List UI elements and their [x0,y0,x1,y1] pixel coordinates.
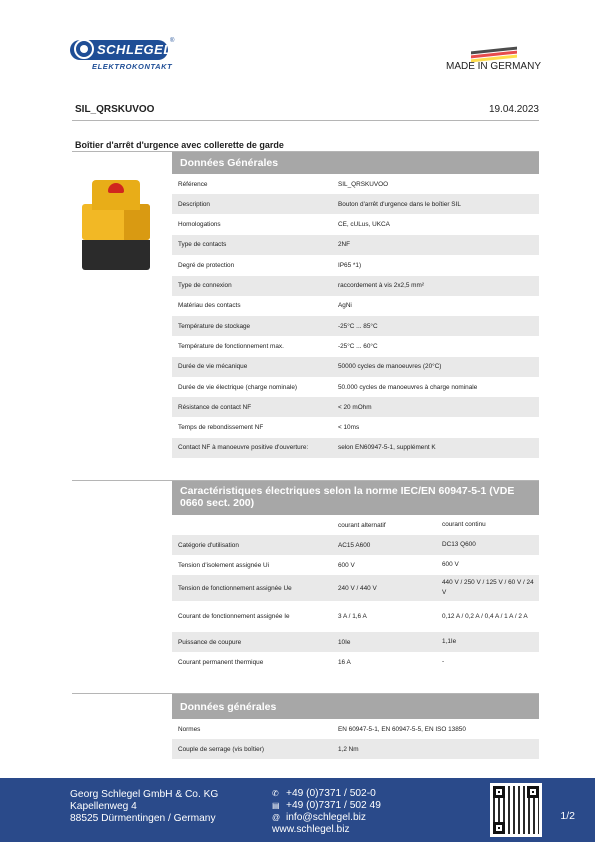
table-row [172,739,539,759]
row-value: AgNi [338,302,352,310]
row-value: SIL_QRSKUVOO [338,180,389,188]
table-row [172,397,539,417]
row-value: -25°C ... 60°C [338,342,378,350]
header-divider [72,120,539,121]
company-city: 88525 Dürmentingen / Germany [70,813,216,824]
row-value-dc: - [442,658,445,665]
row-value: Bouton d'arrêt d'urgence dans le boîtier SIL [338,200,461,208]
registered-mark: ® [170,38,175,44]
section-general-data-header: Données Générales [172,152,539,174]
row-label: Matériau des contacts [178,302,241,310]
table-row [172,719,539,739]
section-general-data-2-header: Données générales [172,694,539,719]
logo-ring-icon [74,39,94,59]
table-row [172,276,539,296]
section-electrical-header: Caractéristiques électriques selon la norme IEC/EN 60947-5-1 (VDE 0660 sect. 200) [172,481,539,515]
table-row [172,535,539,555]
table-row [172,377,539,397]
header-alternating-current: courant alternatif [338,521,386,529]
product-base [82,240,150,270]
schlegel-logo [70,38,178,72]
qr-code [490,783,542,837]
row-label: Durée de vie électrique (charge nominale) [178,383,298,391]
row-value-ac: AC15 A600 [338,541,371,549]
row-value: 50000 cycles de manoeuvres (20°C) [338,363,442,371]
email-icon: @ [272,813,281,822]
company-street: Kapellenweg 4 [70,801,137,812]
made-in-germany-label: MADE IN GERMANY [445,61,541,72]
fax-icon: ▤ [272,801,280,810]
phone-icon: ✆ [272,789,279,798]
row-label: Type de connexion [178,282,232,289]
row-value-ac: 10Ie [338,638,351,646]
row-label: Description [178,200,210,208]
row-value-dc: 440 V / 250 V / 125 V / 60 V / 24 V [442,579,534,596]
row-value: IP65 *1) [338,261,362,269]
electrical-column-headers [172,515,539,535]
logo-brand-name: SCHLEGEL [97,42,172,57]
email-link[interactable]: info@schlegel.biz [286,812,366,823]
row-value-ac: 16 A [338,658,351,666]
page-number: 1/2 [560,810,575,822]
row-value: raccordement à vis 2x2,5 mm² [338,282,424,289]
row-label: Catégorie d'utilisation [178,541,239,549]
row-value: CE, cULus, UKCA [338,221,390,229]
header-direct-current: courant continu [442,521,486,528]
row-value-ac: 240 V / 440 V [338,584,377,592]
table-row [172,555,539,575]
row-value: -25°C ... 85°C [338,322,378,330]
row-label: Puissance de coupure [178,638,242,646]
row-label: Température de fonctionnement max. [178,342,284,350]
fax-number: +49 (0)7371 / 502 49 [286,800,381,811]
footer [0,778,595,842]
row-value: EN 60947-5-1, EN 60947-5-5, EN ISO 13850 [338,725,466,733]
row-value: 1,2 Nm [338,745,359,753]
row-label: Durée de vie mécanique [178,363,248,371]
table-row [172,215,539,235]
row-label: Degré de protection [178,261,235,269]
table-row [172,575,539,601]
table-row [172,255,539,275]
footer-address [70,789,218,825]
row-label: Courant de fonctionnement assignée Ie [178,613,290,620]
product-image [78,178,154,276]
table-row [172,174,539,194]
row-label: Référence [178,180,208,188]
website-link[interactable]: www.schlegel.biz [272,824,350,835]
table-row [172,601,539,632]
row-value: 2NF [338,241,351,249]
table-row [172,418,539,438]
row-value-dc: 0,12 A / 0,2 A / 0,4 A / 1 A / 2 A [442,612,528,620]
row-value-dc: 1,1Ie [442,638,457,645]
row-value: 50.000 cycles de manoeuvres à charge nominale [338,383,478,391]
table-row [172,194,539,214]
row-label: Résistance de contact NF [178,403,252,411]
table-row [172,652,539,672]
row-label: Contact NF à manoeuvre positive d'ouverture: [178,444,309,452]
row-label: Tension d'isolement assignée Ui [178,561,270,569]
product-title: Boîtier d'arrêt d'urgence avec collerette de garde [75,140,284,150]
row-value-dc: 600 V [442,561,459,568]
row-value: selon EN60947-5-1, supplément K [338,444,436,452]
document-id: SIL_QRSKUVOO [75,104,155,115]
row-value-ac: 600 V [338,561,355,569]
table-row [172,336,539,356]
row-label: Homologations [178,221,221,229]
row-value: < 10ms [338,424,360,432]
company-name: Georg Schlegel GmbH & Co. KG [70,789,219,800]
table-row [172,357,539,377]
table-row [172,316,539,336]
row-label: Type de contacts [178,241,227,249]
row-value-dc: DC13 Q600 [442,541,476,548]
row-value-ac: 3 A / 1,6 A [338,613,367,620]
table-row [172,296,539,316]
phone-number[interactable]: +49 (0)7371 / 502-0 [286,788,376,799]
table-row [172,438,539,458]
table-row [172,632,539,652]
footer-contact [272,788,381,836]
row-label: Température de stockage [178,322,251,330]
row-value: < 20 mOhm [338,403,372,411]
table-row [172,235,539,255]
emergency-stop-button [108,183,124,193]
row-label: Couple de serrage (vis boîtier) [178,745,264,753]
row-label: Courant permanent thermique [178,658,264,666]
logo-tagline: ELEKTROKONTAKT [92,62,173,71]
document-date: 19.04.2023 [488,104,539,115]
row-label: Normes [178,725,201,733]
row-label: Temps de rebondissement NF [178,424,264,432]
row-label: Tension de fonctionnement assignée Ue [178,584,292,592]
